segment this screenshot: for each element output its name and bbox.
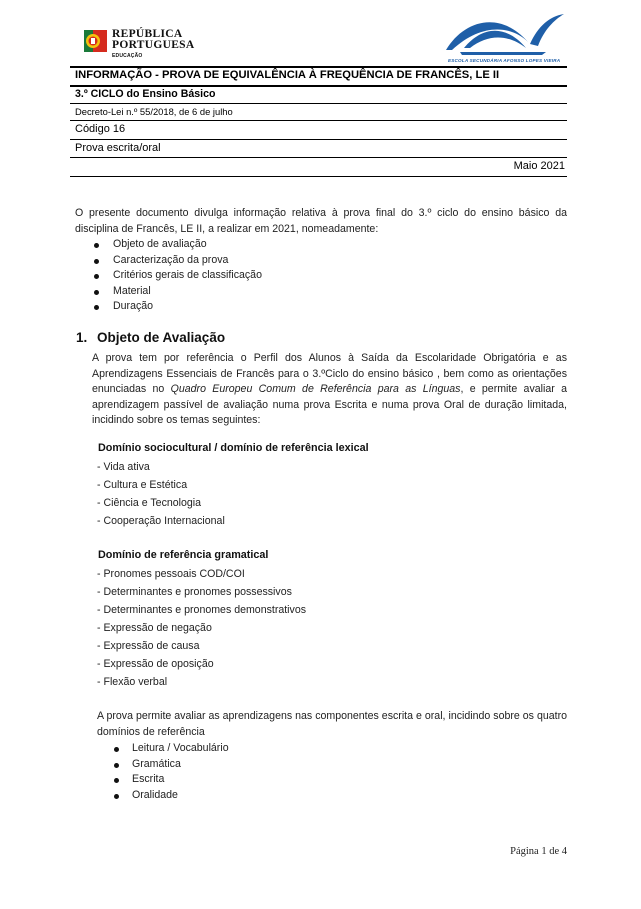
cefr-reference: Quadro Europeu Comum de Referência para as Línguas xyxy=(170,383,461,395)
list-item: - Vida ativa xyxy=(97,461,150,473)
list-item: Objeto de avaliação xyxy=(94,237,262,253)
list-item: Gramática xyxy=(114,757,229,773)
bullet-icon xyxy=(94,290,99,295)
domain1-title: Domínio sociocultural / domínio de referência lexical xyxy=(98,442,369,454)
list-item: Caracterização da prova xyxy=(94,253,262,269)
list-item: - Determinantes e pronomes demonstrativos xyxy=(97,604,307,616)
code-row: Código 16 xyxy=(75,123,126,135)
table-rule xyxy=(70,157,567,158)
section-number: 1. xyxy=(76,330,88,345)
bullet-icon xyxy=(114,778,119,783)
document-title: INFORMAÇÃO - PROVA DE EQUIVALÊNCIA À FREQUÊNCIA DE FRANCÊS, LE II xyxy=(75,69,500,81)
list-item: - Determinantes e pronomes possessivos xyxy=(97,586,292,598)
domain2-title: Domínio de referência gramatical xyxy=(98,549,269,561)
cycle-row: 3.º CICLO do Ensino Básico xyxy=(75,88,216,100)
bullet-icon xyxy=(114,763,119,768)
school-wave-icon xyxy=(442,8,567,56)
domain1-list xyxy=(97,458,225,530)
intro-list xyxy=(94,237,262,315)
bullet-icon xyxy=(114,794,119,799)
coat-of-arms-icon xyxy=(84,28,108,54)
table-rule xyxy=(70,85,567,87)
list-item: Leitura / Vocabulário xyxy=(114,741,229,757)
table-rule xyxy=(70,176,567,177)
list-item: Escrita xyxy=(114,772,229,788)
closing-list xyxy=(114,741,229,803)
list-item: - Ciência e Tecnologia xyxy=(97,497,202,509)
list-item: - Expressão de causa xyxy=(97,640,200,652)
table-rule xyxy=(70,120,567,121)
gov-logo-line3: EDUCAÇÃO xyxy=(112,53,143,59)
section-title: Objeto de Avaliação xyxy=(97,330,226,345)
section-heading xyxy=(76,330,225,345)
intro-paragraph: O presente documento divulga informação relativa à prova final do 3.º ciclo do ensino básico da disciplina de Francês, LE II, a realizar em 2021, nomeadamente: xyxy=(75,207,567,235)
list-item: - Cultura e Estética xyxy=(97,479,188,491)
bullet-icon xyxy=(114,747,119,752)
domain2-list xyxy=(97,565,306,691)
school-logo xyxy=(442,8,567,64)
list-item: Oralidade xyxy=(114,788,229,804)
exam-type-row: Prova escrita/oral xyxy=(75,142,161,154)
date-row: Maio 2021 xyxy=(513,160,565,172)
bullet-icon xyxy=(94,243,99,248)
list-item: - Expressão de oposição xyxy=(97,658,214,670)
page-number: Página 1 de 4 xyxy=(510,846,567,857)
school-logo-text: ESCOLA SECUNDÁRIA AFONSO LOPES VIEIRA xyxy=(448,58,561,63)
decree-row: Decreto-Lei n.º 55/2018, de 6 de julho xyxy=(75,106,233,117)
republica-portuguesa-logo xyxy=(84,28,234,62)
table-rule xyxy=(70,66,567,68)
section1-paragraph: A prova tem por referência o Perfil dos Alunos à Saída da Escolaridade Obrigatória e as Aprendizagens Essenciais de Francês para o 3.ºCiclo do ensino básico , bem como as orientações enunciadas no Quadro Europeu Comum de Referência para as Línguas, e permite avaliar a aprendizagem passível de avaliação numa prova Escrita e numa prova Oral de duração limitada, incidindo sobre os temas seguintes: xyxy=(92,352,567,426)
list-item: - Expressão de negação xyxy=(97,622,212,634)
table-rule xyxy=(70,103,567,104)
list-item: - Flexão verbal xyxy=(97,676,168,688)
closing-paragraph: A prova permite avaliar as aprendizagens nas componentes escrita e oral, incidindo sobre os quatro domínios de referência xyxy=(97,710,567,738)
list-item: Duração xyxy=(94,299,262,315)
bullet-icon xyxy=(94,274,99,279)
bullet-icon xyxy=(94,259,99,264)
gov-logo-line2: PORTUGUESA xyxy=(112,39,195,51)
list-item: - Pronomes pessoais COD/COI xyxy=(97,568,245,580)
list-item: - Cooperação Internacional xyxy=(97,515,225,527)
gov-logo-line1: REPÚBLICA xyxy=(112,28,183,40)
list-item: Critérios gerais de classificação xyxy=(94,268,262,284)
bullet-icon xyxy=(94,305,99,310)
list-item: Material xyxy=(94,284,262,300)
table-rule xyxy=(70,139,567,140)
